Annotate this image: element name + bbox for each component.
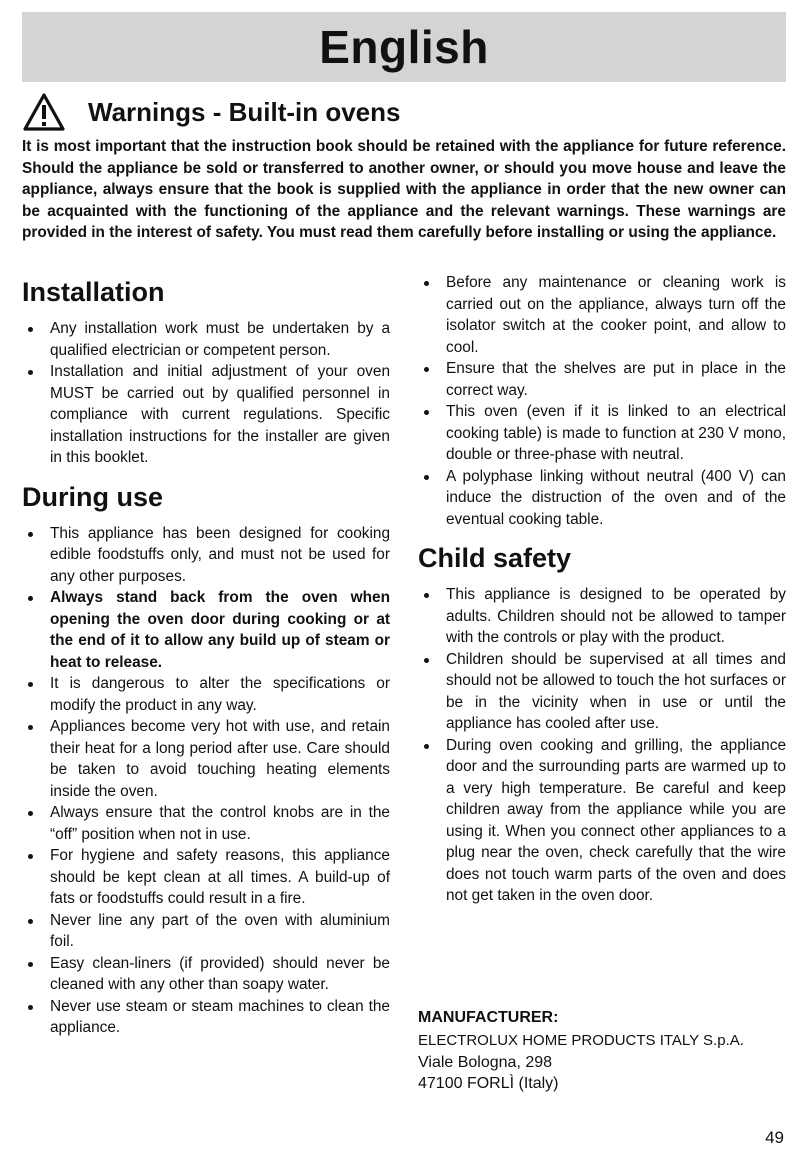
list-item: Appliances become very hot with use, and retain their heat for a long period after use. Care should be taken to avoid touching heating elements inside the oven.: [22, 716, 390, 802]
page-title: English: [319, 21, 489, 73]
list-item: It is dangerous to alter the specifications or modify the product in any way.: [22, 673, 390, 716]
list-item: Installation and initial adjustment of your oven MUST be carried out by qualified personnel in compliance with current regulations. Specific installation instructions for the installer are given in this booklet.: [22, 361, 390, 469]
list-item: For hygiene and safety reasons, this appliance should be kept clean at all times. A build-up of fats or foodstuffs could result in a fire.: [22, 845, 390, 910]
list-item: This oven (even if it is linked to an electrical cooking table) is made to function at 230 V mono, double or three-phase with neutral.: [418, 401, 786, 466]
child-safety-list: [418, 584, 786, 907]
list-item: Never line any part of the oven with aluminium foil.: [22, 910, 390, 953]
list-item: Always ensure that the control knobs are in the “off” position when not in use.: [22, 802, 390, 845]
warnings-title: Warnings - Built-in ovens: [88, 96, 401, 127]
during-use-list: [22, 523, 390, 1039]
installation-list: [22, 318, 390, 469]
list-item: Before any maintenance or cleaning work is carried out on the appliance, always turn off the isolator switch at the cooker point, and allow to cool.: [418, 272, 786, 358]
warning-triangle-icon: [22, 92, 66, 132]
list-item: Ensure that the shelves are put in place in the correct way.: [418, 358, 786, 401]
list-item: Always stand back from the oven when opening the oven door during cooking or at the end of it to allow any build up of steam or heat to release.: [22, 587, 390, 673]
list-item: This appliance is designed to be operated by adults. Children should not be allowed to tamper with the controls or play with the product.: [418, 584, 786, 649]
list-item: Easy clean-liners (if provided) should never be cleaned with any other than soapy water.: [22, 953, 390, 996]
manufacturer-block: [418, 1006, 788, 1094]
warnings-intro: It is most important that the instruction book should be retained with the appliance for future reference. Should the appliance be sold or transferred to another owner, or should you move house and leave the appliance, always ensure that the book is supplied with the appliance in order that the new owner can be acquainted with the functioning of the appliance and the relevant warnings. These warnings are provided in the interest of safety. You must read them carefully before installing or using the appliance.: [22, 138, 786, 241]
page-number: 49: [765, 1128, 784, 1147]
manufacturer-city: 47100 FORLÌ (Italy): [418, 1075, 559, 1092]
manufacturer-street: Viale Bologna, 298: [418, 1054, 553, 1071]
manufacturer-heading: MANUFACTURER:: [418, 1009, 559, 1026]
list-item: A polyphase linking without neutral (400 V) can induce the distruction of the oven and of the eventual cooking table.: [418, 466, 786, 531]
maintenance-list: [418, 272, 786, 530]
list-item: Children should be supervised at all times and should not be allowed to touch the hot surfaces or be in the vicinity when in use or until the appliance has cooled after use.: [418, 649, 786, 735]
list-item: Any installation work must be undertaken by a qualified electrician or competent person.: [22, 318, 390, 361]
list-item: Never use steam or steam machines to clean the appliance.: [22, 996, 390, 1039]
during-use-title: During use: [22, 481, 164, 512]
warnings-heading: [22, 90, 400, 134]
child-safety-title: Child safety: [418, 543, 572, 573]
list-item: This appliance has been designed for cooking edible foodstuffs only, and must not be used for any other purposes.: [22, 523, 390, 588]
left-column: [22, 272, 390, 1039]
installation-title: Installation: [22, 277, 165, 307]
right-column: [418, 272, 786, 907]
language-banner: [22, 12, 786, 82]
list-item: During oven cooking and grilling, the appliance door and the surrounding parts are warmed up to a very high temperature. Be careful and keep children away from the appliance while you are using it. When you connect other appliances to a plug near the oven, check carefully that the wire does not touch warm parts of the oven and does not get taken in the oven door.: [418, 735, 786, 907]
manufacturer-name: ELECTROLUX HOME PRODUCTS ITALY S.p.A.: [418, 1032, 744, 1049]
